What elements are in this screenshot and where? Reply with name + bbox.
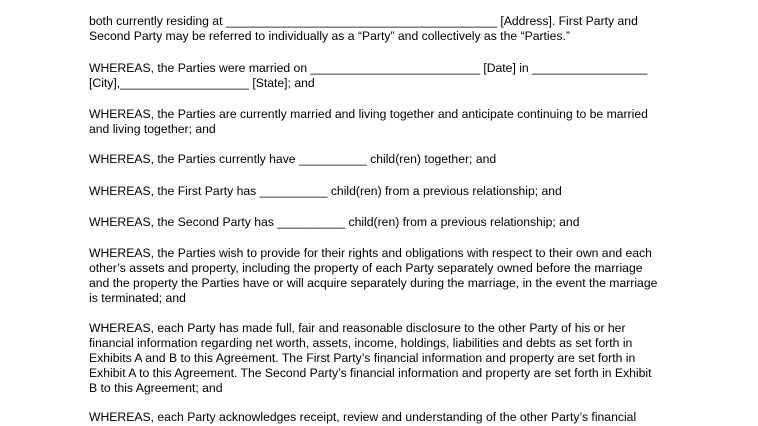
text-line: WHEREAS, the Parties wish to provide for their rights and obligations with respect to their own and each bbox=[89, 246, 652, 260]
paragraph-disclosure bbox=[89, 321, 669, 396]
paragraph-second-party-children bbox=[89, 215, 669, 230]
text-line: Exhibits A and B to this Agreement. The First Party’s financial information and property are set forth in bbox=[89, 351, 636, 365]
paragraph-first-party-children bbox=[89, 184, 669, 199]
text-line: WHEREAS, the Parties currently have __________ child(ren) together; and bbox=[89, 152, 497, 166]
text-line: both currently residing at ________________________________________ [Address]. First Party and bbox=[89, 14, 638, 28]
paragraph-rights-obligations bbox=[89, 246, 669, 306]
text-line: WHEREAS, the First Party has __________ child(ren) from a previous relationship; and bbox=[89, 184, 562, 198]
paragraph-acknowledges bbox=[89, 410, 669, 425]
text-line: and the property the Parties have or will acquire separately during the marriage, in the event the marriage bbox=[89, 276, 658, 290]
paragraph-residing bbox=[89, 14, 669, 44]
paragraph-children-together bbox=[89, 152, 669, 167]
text-line: WHEREAS, the Parties were married on _________________________ [Date] in _________________ bbox=[89, 61, 648, 75]
text-line: is terminated; and bbox=[89, 291, 186, 305]
text-line: WHEREAS, the Parties are currently married and living together and anticipate continuing to be married bbox=[89, 107, 648, 121]
text-line: [City],___________________ [State]; and bbox=[89, 76, 315, 90]
paragraph-married-on bbox=[89, 61, 669, 91]
text-line: Second Party may be referred to individually as a “Party” and collectively as the “Parties.” bbox=[89, 29, 570, 43]
text-line: WHEREAS, each Party acknowledges receipt, review and understanding of the other Party’s financial bbox=[89, 410, 637, 424]
paragraph-living-together bbox=[89, 107, 669, 137]
text-line: Exhibit A to this Agreement. The Second Party’s financial information and property are set forth in Exhibit bbox=[89, 366, 652, 380]
text-line: other’s assets and property, including the property of each Party separately owned before the marriage bbox=[89, 261, 643, 275]
text-line: and living together; and bbox=[89, 122, 216, 136]
text-line: B to this Agreement; and bbox=[89, 381, 223, 395]
text-line: financial information regarding net worth, assets, income, holdings, liabilities and debts as set forth in bbox=[89, 336, 633, 350]
text-line: WHEREAS, the Second Party has __________ child(ren) from a previous relationship; and bbox=[89, 215, 580, 229]
text-line: WHEREAS, each Party has made full, fair and reasonable disclosure to the other Party of his or her bbox=[89, 321, 626, 335]
